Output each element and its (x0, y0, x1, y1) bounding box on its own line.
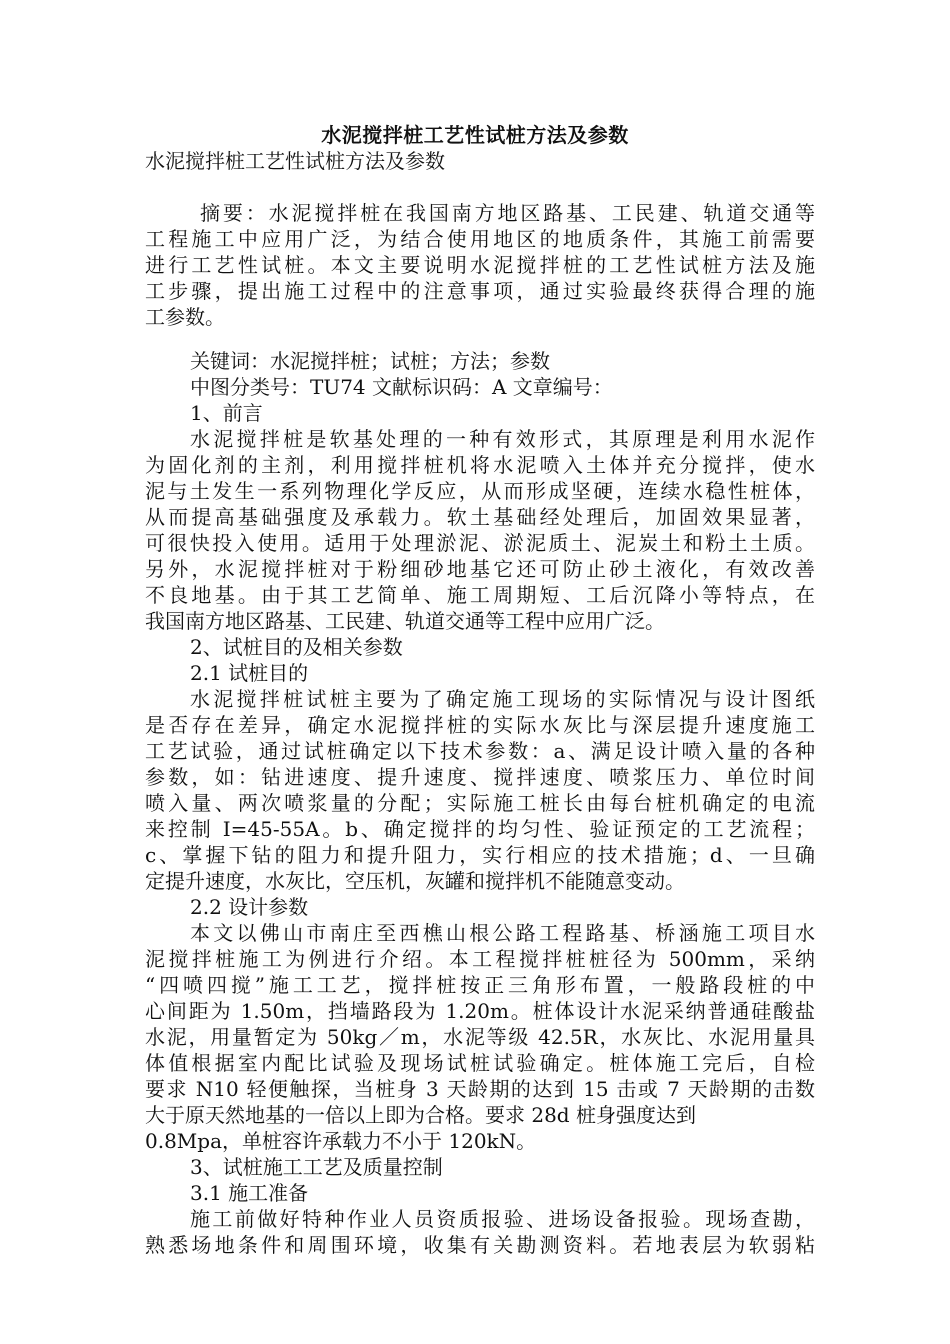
abstract-line: 进行工艺性试桩。本文主要说明水泥搅拌桩的工艺性试桩方法及施 (145, 253, 815, 277)
abstract-line: 工程施工中应用广泛，为结合使用地区的地质条件，其施工前需要 (145, 227, 815, 251)
body-line: 来控制 I=45-55A。b、确定搅拌的均匀性、验证预定的工艺流程； (145, 817, 815, 841)
subsection-heading: 2.2 设计参数 (190, 895, 309, 919)
document-title: 水泥搅拌桩工艺性试桩方法及参数 (321, 123, 629, 147)
body-line: 是否存在差异，确定水泥搅拌桩的实际水灰比与深层提升速度施工 (145, 713, 815, 737)
body-line: 定提升速度，水灰比，空压机，灰罐和搅拌机不能随意变动。 (145, 869, 685, 893)
document-subtitle: 水泥搅拌桩工艺性试桩方法及参数 (145, 149, 445, 173)
body-line: 水泥，用量暂定为 50kg／m，水泥等级 42.5R，水灰比、水泥用量具 (145, 1025, 815, 1049)
section-heading: 2、试桩目的及相关参数 (190, 635, 403, 659)
abstract-line: 工步骤，提出施工过程中的注意事项，通过实验最终获得合理的施 (145, 279, 815, 303)
body-line: 另外，水泥搅拌桩对于粉细砂地基它还可防止砂土液化，有效改善 (145, 557, 815, 581)
body-line: 工艺试验，通过试桩确定以下技术参数：a、满足设计喷入量的各种 (145, 739, 815, 763)
body-line: 施工前做好特种作业人员资质报验、进场设备报验。现场查勘， (190, 1207, 815, 1231)
body-line: 不良地基。由于其工艺简单、施工周期短、工后沉降小等特点，在 (145, 583, 815, 607)
body-line: 泥与土发生一系列物理化学反应，从而形成坚硬，连续水稳性桩体， (145, 479, 815, 503)
body-line: 从而提高基础强度及承载力。软土基础经处理后，加固效果显著， (145, 505, 815, 529)
classification-line: 中图分类号：TU74 文献标识码：A 文章编号： (190, 375, 613, 399)
body-line: 为固化剂的主剂，利用搅拌桩机将水泥喷入土体并充分搅拌，使水 (145, 453, 815, 477)
body-line: 可很快投入使用。适用于处理淤泥、淤泥质土、泥炭土和粉土土质。 (145, 531, 815, 555)
body-line: 参数，如：钻进速度、提升速度、搅拌速度、喷浆压力、单位时间 (145, 765, 815, 789)
body-line: “四喷四搅”施工工艺，搅拌桩按正三角形布置，一般路段桩的中 (145, 973, 815, 997)
body-line: 0.8Mpa，单桩容许承载力不小于 120kN。 (145, 1129, 537, 1153)
section-heading: 3、试桩施工工艺及质量控制 (190, 1155, 443, 1179)
keywords-line: 关键词：水泥搅拌桩；试桩；方法；参数 (190, 349, 550, 373)
body-line: 水泥搅拌桩是软基处理的一种有效形式，其原理是利用水泥作 (190, 427, 815, 451)
body-line: 要求 N10 轻便触探，当桩身 3 天龄期的达到 15 击或 7 天龄期的击数 (145, 1077, 815, 1101)
body-line: 体值根据室内配比试验及现场试桩试验确定。桩体施工完后，自检 (145, 1051, 815, 1075)
body-line: 大于原天然地基的一倍以上即为合格。要求 28d 桩身强度达到 (145, 1103, 696, 1127)
body-line: 喷入量、两次喷浆量的分配；实际施工桩长由每台桩机确定的电流 (145, 791, 815, 815)
body-line: 熟悉场地条件和周围环境，收集有关勘测资料。若地表层为软弱粘 (145, 1233, 815, 1257)
body-line: 心间距为 1.50m，挡墙路段为 1.20m。桩体设计水泥采纳普通硅酸盐 (145, 999, 815, 1023)
body-line: 本文以佛山市南庄至西樵山根公路工程路基、桥涵施工项目水 (190, 921, 815, 945)
subsection-heading: 2.1 试桩目的 (190, 661, 309, 685)
body-line: c、掌握下钻的阻力和提升阻力，实行相应的技术措施；d、一旦确 (145, 843, 815, 867)
body-line: 我国南方地区路基、工民建、轨道交通等工程中应用广泛。 (145, 609, 665, 633)
abstract-line: 摘要：水泥搅拌桩在我国南方地区路基、工民建、轨道交通等 (200, 201, 815, 225)
abstract-line: 工参数。 (145, 305, 225, 329)
subsection-heading: 3.1 施工准备 (190, 1181, 309, 1205)
body-line: 水泥搅拌桩试桩主要为了确定施工现场的实际情况与设计图纸 (190, 687, 815, 711)
body-line: 泥搅拌桩施工为例进行介绍。本工程搅拌桩桩径为 500mm，采纳 (145, 947, 815, 971)
section-heading: 1、前言 (190, 401, 263, 425)
